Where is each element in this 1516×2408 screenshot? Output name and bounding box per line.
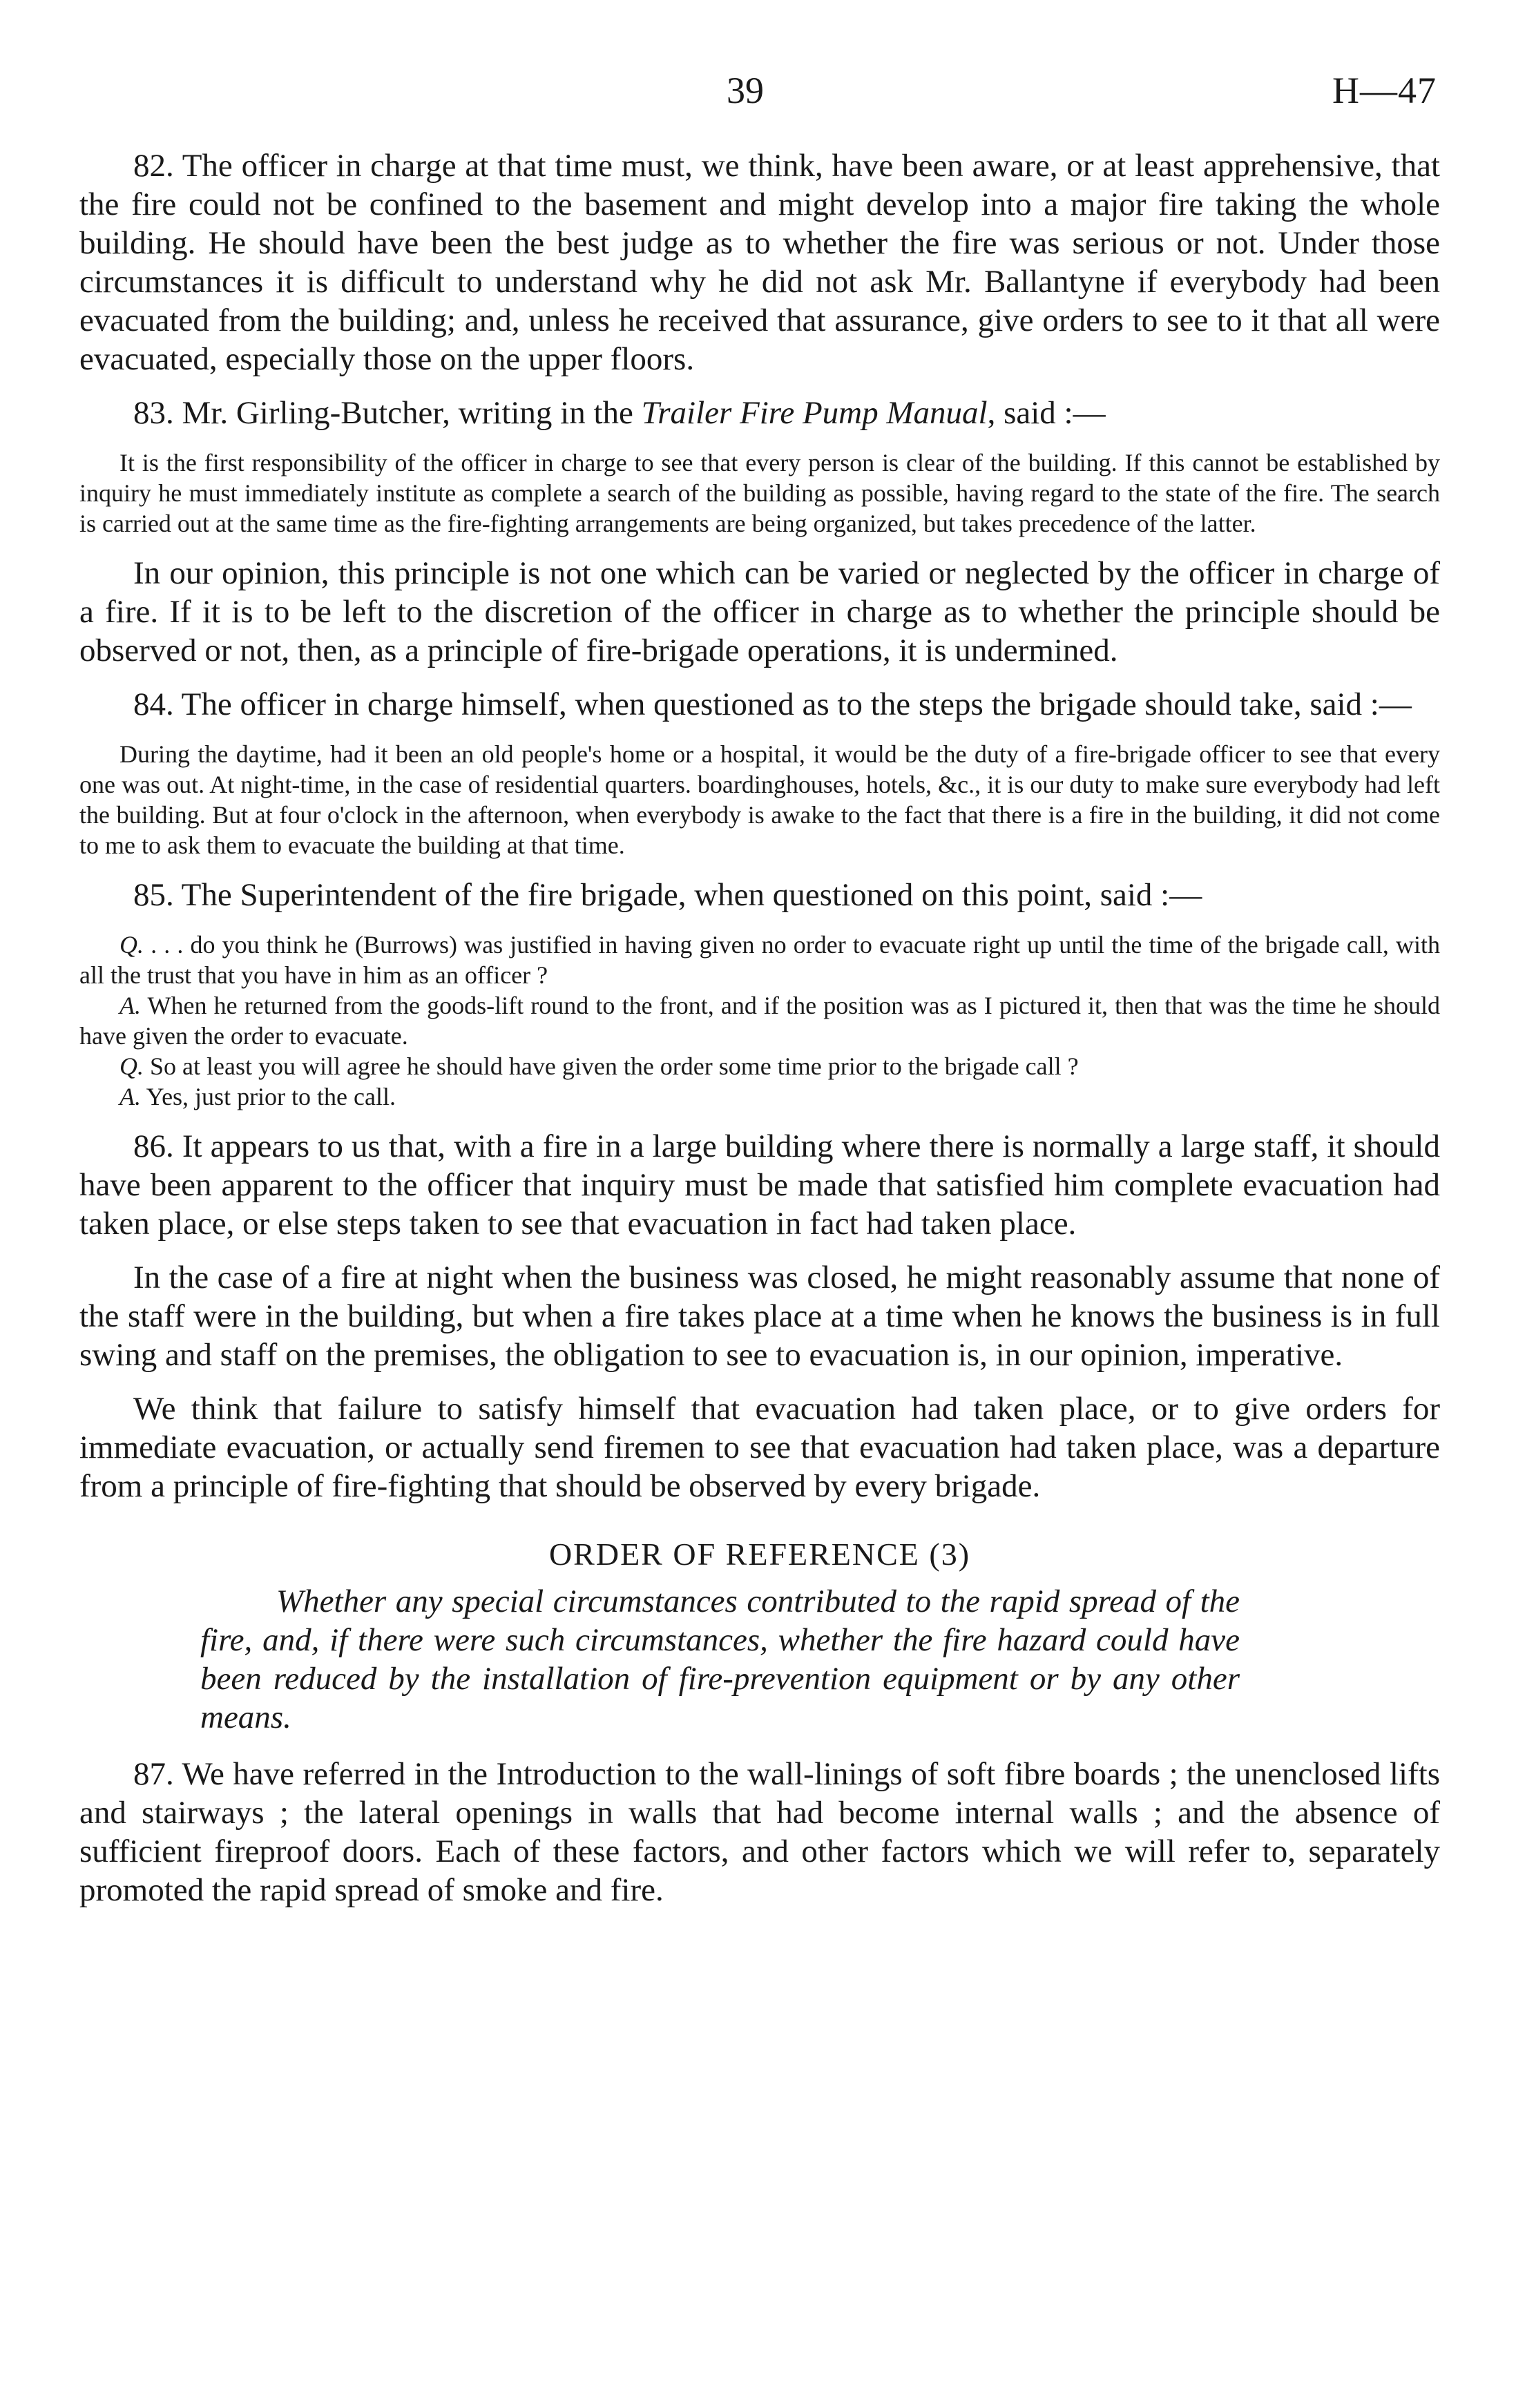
paragraph-83-lead: 83. Mr. Girling-Butcher, writing in the — [133, 395, 642, 431]
quote-block-84 — [79, 739, 1440, 860]
quote-block-83 — [79, 447, 1440, 539]
paragraph-84: 84. The officer in charge himself, when questioned as to the steps the brigade should take, said :— — [133, 686, 1412, 722]
qa-label: Q. — [119, 931, 144, 959]
qa-text: When he returned from the goods-lift round to the front, and if the position was as I pictured it, then that was the time he should have given the order to evacuate. — [79, 992, 1440, 1050]
qa-label: A. — [119, 1083, 141, 1110]
question-answer-block — [79, 930, 1440, 1112]
qa-item — [79, 1051, 1440, 1081]
paragraph-86-night: In the case of a fire at night when the business was closed, he might reasonably assume that none of the staff were in the building, but when a fire takes place at a time when he knows the business is in full swing and staff on the premises, the obligation to see to evacuation is, in our opinion, imperative. — [79, 1260, 1440, 1373]
paragraph-83 — [79, 394, 1440, 432]
page-header — [0, 69, 1516, 124]
paragraph-83-opinion: In our opinion, this principle is not one which can be varied or neglected by the officer in charge of a fire. If it is to be left to the discretion of the officer in charge as to whether the principle should be observed or not, then, as a principle of fire-brigade operations, it is undermined. — [79, 555, 1440, 668]
paragraph-83-tail: , said :— — [987, 395, 1106, 431]
quote-83-text: It is the first responsibility of the officer in charge to see that every person is clear of the building. If this cannot be established by inquiry he must immediately institute as complete a search of the building as possible, having regard to the state of the fire. The search is carried out at the same time as the fire-fighting arrangements are being organized, but takes precedence of the latter. — [79, 449, 1440, 537]
paragraph-86-conclusion: We think that failure to satisfy himself that evacuation had taken place, or to give orders for immediate evacuation, or actually send firemen to see that evacuation had taken place, was a departure from a principle of fire-fighting that should be observed by every brigade. — [79, 1391, 1440, 1504]
qa-label: A. — [119, 992, 141, 1019]
paragraph-87: 87. We have referred in the Introduction to the wall-linings of soft fibre boards ; the unenclosed lifts and stairways ; the lateral openings in walls that had become internal walls ; and the absence of sufficient fireproof doors. Each of these factors, and other factors which we will refer to, separately promoted the rapid spread of smoke and fire. — [79, 1756, 1440, 1908]
manual-title: Trailer Fire Pump Manual — [641, 395, 988, 431]
qa-label: Q. — [119, 1052, 144, 1080]
qa-item — [79, 990, 1440, 1051]
qa-text: Yes, just prior to the call. — [146, 1083, 396, 1110]
qa-item — [79, 1081, 1440, 1112]
paragraph-82: 82. The officer in charge at that time must, we think, have been aware, or at least apprehensive, that the fire could not be confined to the basement and might develop into a major fire taking the whole building. He should have been the best judge as to whether the fire was serious or not. Under those circumstances it is difficult to understand why he did not ask Mr. Ballantyne if everybody had been evacuated from the building; and, unless he received that assurance, give orders to see to it that all were evacuated, especially those on the upper floors. — [79, 148, 1440, 377]
order-of-reference-heading: ORDER OF REFERENCE (3) — [548, 1537, 971, 1572]
page-number: 39 — [727, 70, 764, 111]
qa-text: . . . do you think he (Burrows) was justified in having given no order to evacuate right up until the time of the brigade call, with all the trust that you have in him as an officer ? — [79, 931, 1441, 989]
paragraph-86: 86. It appears to us that, with a fire in a large building where there is normally a large staff, it should have been apparent to the officer that inquiry must be made that satisfied him complete evacuation had taken place, or else steps taken to see that evacuation in fact had taken place. — [79, 1128, 1440, 1242]
document-reference: H—47 — [1332, 70, 1437, 111]
page-body — [79, 146, 1440, 1925]
qa-text: So at least you will agree he should have given the order some time prior to the brigade call ? — [150, 1052, 1079, 1080]
qa-item — [79, 930, 1440, 990]
quote-84-text: During the daytime, had it been an old people's home or a hospital, it would be the duty of a fire-brigade officer to see that every one was out. At night-time, in the case of residential quarters. boardinghouses, hotels, &c., it is our duty to make sure everybody had left the building. But at four o'clock in the afternoon, when everybody is awake to the fact that there is a fire in the building, it did not come to me to ask them to evacuate the building at that time. — [79, 740, 1440, 859]
paragraph-85: 85. The Superintendent of the fire brigade, when questioned on this point, said :— — [133, 877, 1202, 913]
order-of-reference-text: Whether any special circumstances contributed to the rapid spread of the fire, and, if there were such circumstances, whether the fire hazard could have been reduced by the installation of fire-prevention equipment or by any other means. — [200, 1583, 1240, 1735]
